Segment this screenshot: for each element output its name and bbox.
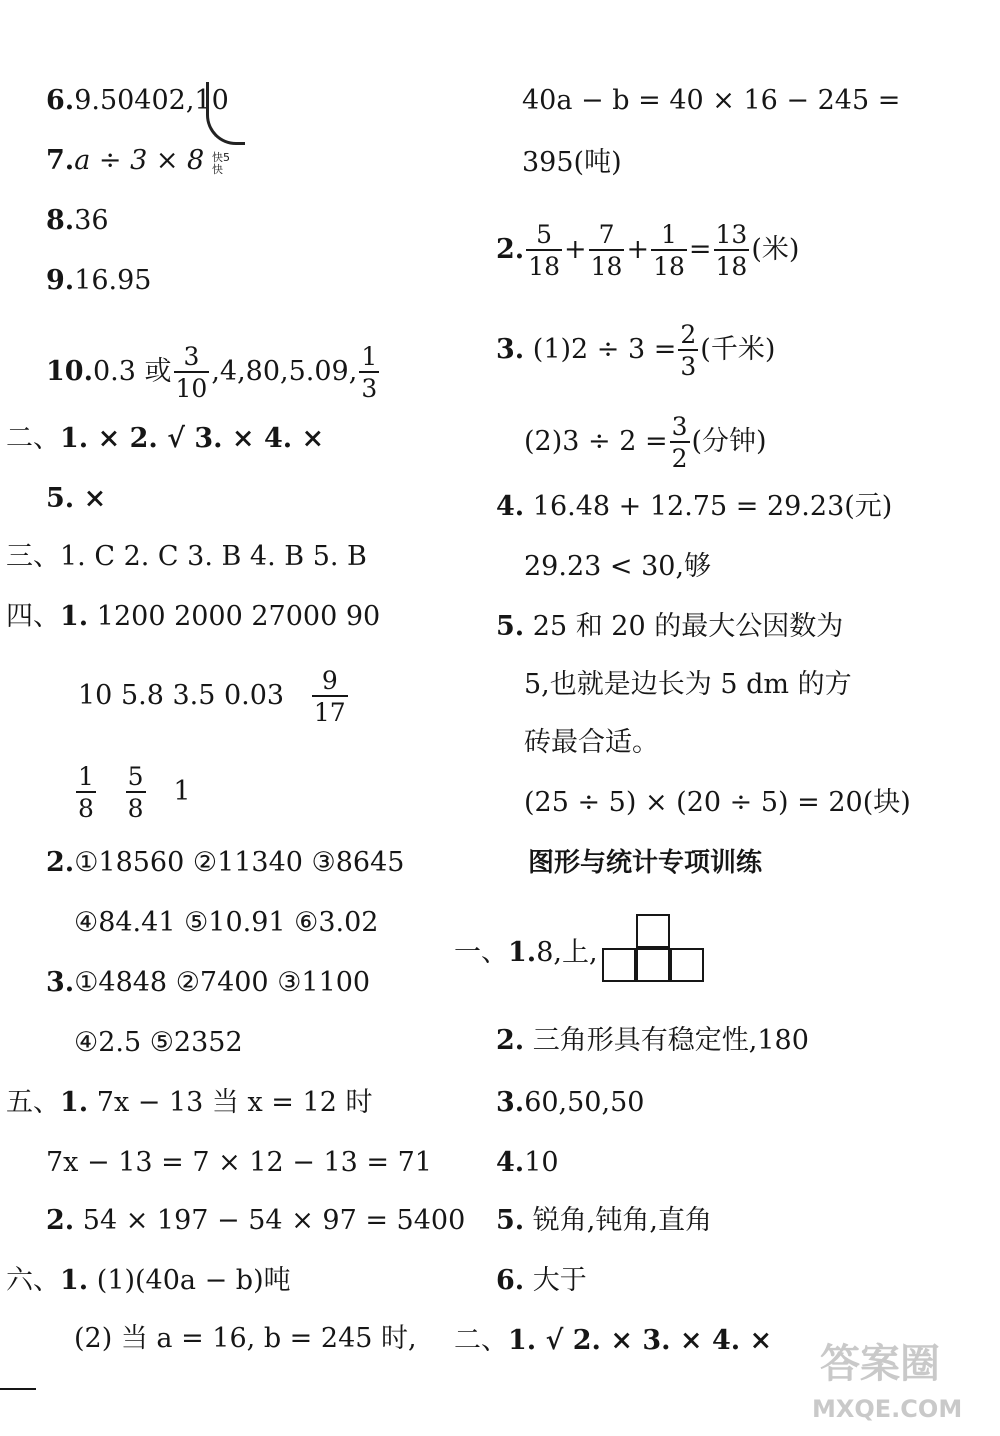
section-6-q3-1: 3. (1)2 ÷ 3 = $\frac{2}{3}$ (千米) [496,320,776,381]
handwritten-mark [206,82,245,145]
section-4-q1-row2: 10 5.8 3.5 0.03 $\frac{9}{17}$ [78,666,346,727]
section-6-q5-3: 砖最合适。 [524,727,659,758]
cube-front-view [602,914,706,986]
section-2-row2: 5. × [46,483,107,514]
section-6-q1-calc: 40a − b = 40 × 16 − 245 = [522,85,901,116]
section-6-q1-1: 六、1. (1)(40a − b)吨 [6,1265,291,1296]
fraction: $\frac{1}{8}$ [78,762,94,823]
section-2-row1: 二、1. × 2. √ 3. × 4. × [6,423,325,454]
fraction: $\frac{1}{3}$ [361,342,378,403]
section-3: 三、1. C 2. C 3. B 4. B 5. B [6,541,367,572]
section-4-q1-row1: 四、1. 1200 2000 27000 90 [6,601,381,632]
fraction: $\frac{9}{17}$ [313,666,346,727]
section-6-q5-1: 5. 25 和 20 的最大公因数为 [496,611,844,642]
square [670,948,704,982]
section-6-q5-2: 5,也就是边长为 5 dm 的方 [524,669,852,700]
fraction: $\frac{13}{18}$ [715,220,748,281]
geometry-q3: 3.60,50,50 [496,1087,645,1118]
square [602,948,636,982]
fraction: $\frac{7}{18}$ [590,220,623,281]
handwritten-note: 快5 快 [212,151,230,176]
geometry-q2: 2. 三角形具有稳定性,180 [496,1025,809,1056]
geometry-section-2: 二、1. √ 2. × 3. × 4. × [454,1325,773,1356]
square [636,914,670,948]
square [636,948,670,982]
section-6-q3-2: (2)3 ÷ 2 = $\frac{3}{2}$ (分钟) [524,412,767,473]
fraction: $\frac{5}{18}$ [528,220,560,281]
section-5-q1-work: 7x − 13 = 7 × 12 − 13 = 71 [46,1147,432,1178]
section-4-q2-row2: ④84.41 ⑤10.91 ⑥3.02 [74,907,379,938]
section-6-q1-result: 395(吨) [522,147,622,178]
section-6-q4: 4. 16.48 + 12.75 = 29.23(元) [496,491,893,522]
fraction: $\frac{1}{18}$ [653,220,685,281]
answer-7: 7.a ÷ 3 × 8 [46,145,205,176]
section-4-q3-row1: 3.①4848 ②7400 ③1100 [46,967,371,998]
fraction: $\frac{2}{3}$ [680,320,697,381]
section-6-q2: 2. $\frac{5}{18}$ + $\frac{7}{18}$ + $\frac{1}{18}$ = $\frac{13}{18}$ (米) [496,220,800,281]
section-5-q2: 2. 54 × 197 − 54 × 97 = 5400 [46,1205,466,1236]
section-6-q4-result: 29.23 < 30,够 [524,551,712,582]
answer-6: 6.9.50402,10 [46,85,229,116]
section-6-q1-2: (2) 当 a = 16, b = 245 时, [74,1323,417,1354]
section-6-q5-4: (25 ÷ 5) × (20 ÷ 5) = 20(块) [524,787,911,818]
section-4-q2-row1: 2.①18560 ②11340 ③8645 [46,847,405,878]
section-4-q3-row2: ④2.5 ⑤2352 [74,1027,243,1058]
section-5-q1: 五、1. 7x − 13 当 x = 12 时 [6,1087,373,1118]
answer-8: 8.36 [46,205,109,236]
answer-9: 9.16.95 [46,265,152,296]
geometry-q1: 一、1.8,上, [454,937,598,968]
geometry-q4: 4.10 [496,1147,559,1178]
section-4-q1-row3: $\frac{1}{8}$ $\frac{5}{8}$ 1 [78,762,191,823]
fraction: $\frac{5}{8}$ [127,762,144,823]
page-rule [0,1388,36,1390]
geometry-q6: 6. 大于 [496,1265,587,1296]
watermark-url: MXQE.COM [812,1395,963,1423]
fraction: $\frac{3}{2}$ [671,412,688,473]
fraction: $\frac{3}{10}$ [175,342,208,403]
geometry-q5: 5. 锐角,钝角,直角 [496,1205,712,1236]
watermark-logo: 答案圈 [820,1341,940,1387]
answer-10: 10.0.3 或 $\frac{3}{10}$ ,4,80,5.09, $\frac{1}{3}$ [46,342,378,403]
section-title: 图形与统计专项训练 [528,848,763,878]
